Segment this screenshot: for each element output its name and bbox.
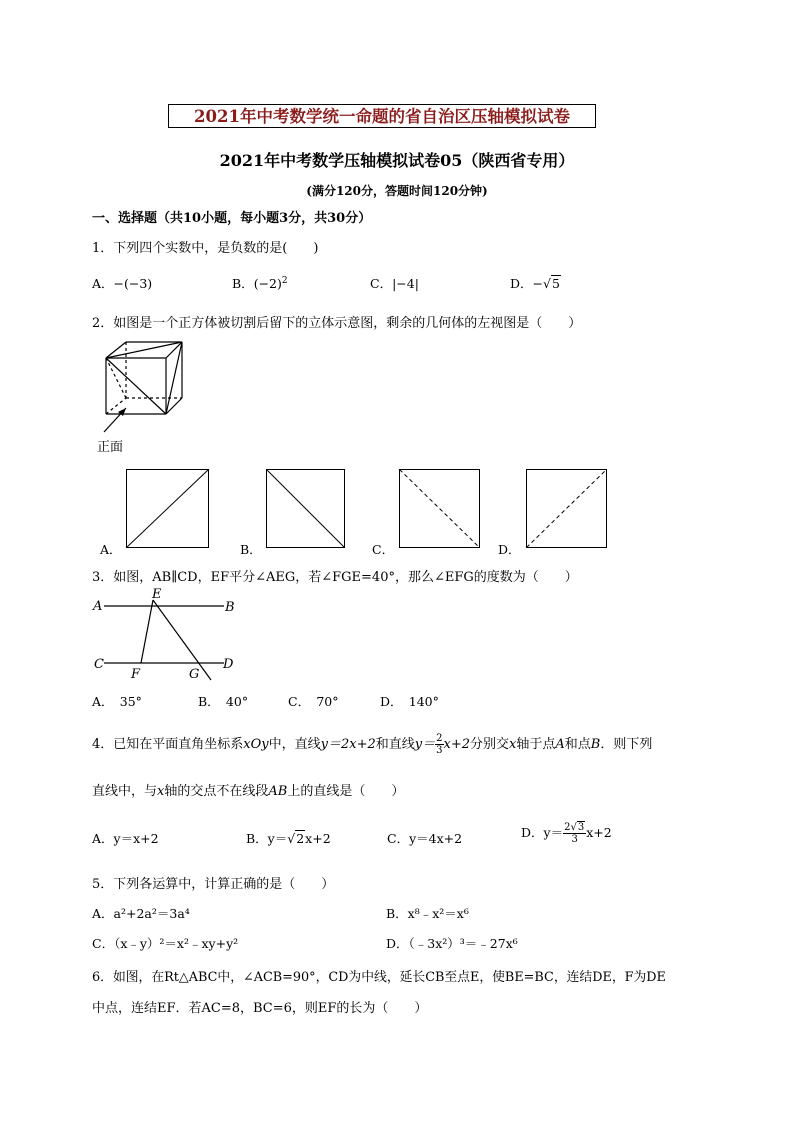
q3-option-b: B． 40°: [198, 694, 249, 709]
q1-option-b: B．$(-2)^2$: [232, 275, 288, 291]
q4-option-b: B．y＝√2x+2: [246, 831, 331, 846]
page-title: 2021年中考数学压轴模拟试卷05（陕西省专用）: [219, 151, 575, 170]
q3-stem: 3．如图，AB∥CD，EF平分∠AEG，若∠FGE=40°，那么∠EFG的度数为（ ）: [92, 570, 578, 585]
q3-option-c: C． 70°: [288, 694, 339, 709]
q2-option-a: A．: [100, 542, 122, 557]
q5-option-c: C．（x﹣y）²＝x²﹣xy+y²: [92, 936, 239, 951]
q2-option-b: B．: [240, 542, 262, 557]
q4-stem-line1: 4．已知在平面直角坐标系xOy中，直线y＝2x+2和直线y＝ $\frac{2}{3}$ x+2分别交x轴于点A和点B．则下列: [92, 733, 653, 756]
q5-stem: 5．下列各运算中，计算正确的是（ ）: [92, 877, 335, 892]
q5-option-d: D．（﹣3x²）³＝﹣27x⁶: [386, 936, 518, 951]
q1-stem: 1．下列四个实数中，是负数的是( ): [92, 241, 319, 256]
q3-label-a: A: [93, 599, 103, 614]
q2-stem: 2．如图是一个正方体被切割后留下的立体示意图，剩余的几何体的左视图是（ ）: [92, 316, 582, 331]
q2-option-a-figure: [126, 469, 210, 549]
q3-label-d: D: [223, 657, 234, 672]
q6-stem-line1: 6．如图，在Rt△ABC中，∠ACB=90°，CD为中线，延长CB至点E，使BE=BC，连结DE，F为DE: [92, 970, 666, 985]
q4-option-a: A．y＝x+2: [92, 831, 159, 846]
q6-stem-line2: 中点，连结EF．若AC=8，BC=6，则EF的长为（ ）: [92, 1001, 428, 1016]
q2-option-d: D．: [498, 542, 521, 557]
q2-option-b-figure: [266, 469, 346, 549]
q4-stem-line2: 直线中，与x轴的交点不在线段AB上的直线是（ ）: [92, 784, 405, 799]
q1-option-c: C．|−4|: [370, 276, 419, 291]
q3-label-f: F: [131, 667, 141, 682]
section-heading: 一、选择题（共10小题，每小题3分，共30分）: [92, 211, 372, 226]
q3-option-d: D． 140°: [380, 694, 439, 709]
q3-label-b: B: [225, 600, 235, 615]
q5-option-a: A．a²+2a²＝3a⁴: [92, 906, 190, 921]
q3-label-c: C: [94, 657, 104, 672]
q4-option-d: D．y＝ $\frac{2√3}{3}$ x+2: [521, 822, 612, 845]
q3-label-e: E: [152, 587, 162, 602]
q5-option-b: B．x⁸﹣x²＝x⁶: [386, 906, 469, 921]
q2-option-c: C．: [372, 542, 395, 557]
exam-series-banner: 2021年中考数学统一命题的省自治区压轴模拟试卷: [168, 104, 596, 128]
q3-option-a: A． 35°: [92, 694, 142, 709]
q3-label-g: G: [189, 667, 200, 682]
q3-parallel-lines-figure: [90, 586, 240, 686]
q1-option-a: A．−(−3): [92, 276, 153, 291]
exam-subtitle: (满分120分，答题时间120分钟): [306, 184, 488, 198]
q2-option-c-figure: [399, 469, 481, 549]
q2-option-d-figure: [526, 469, 608, 549]
q1-option-d: D．−√5: [510, 276, 560, 291]
q2-front-label: 正面: [97, 440, 124, 455]
q4-option-c: C．y＝4x+2: [387, 831, 463, 846]
